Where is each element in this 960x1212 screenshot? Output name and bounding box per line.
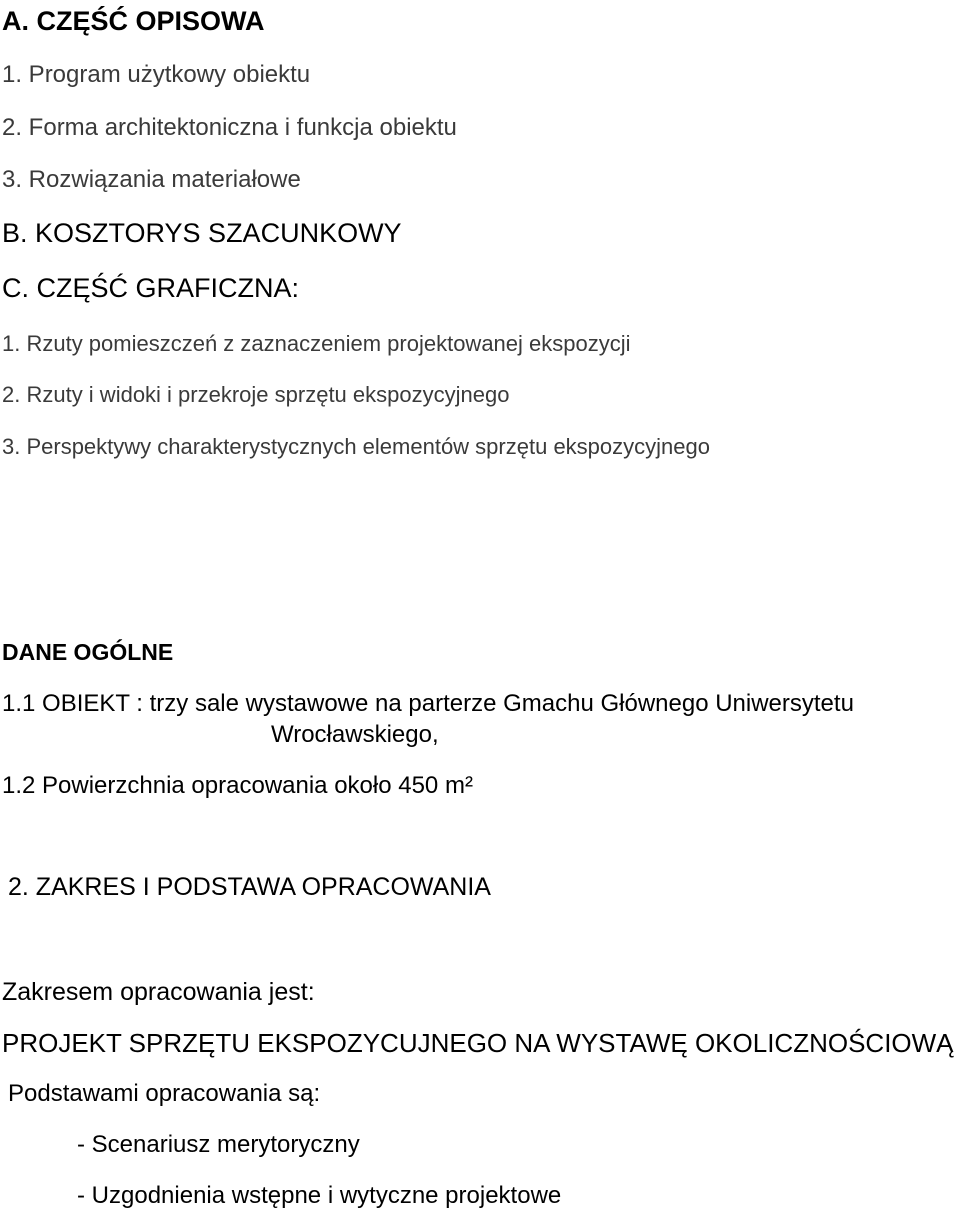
general-heading: DANE OGÓLNE bbox=[2, 639, 174, 665]
basis-item-2: - Uzgodnienia wstępne i wytyczne projektowe bbox=[77, 1182, 562, 1209]
section-c-item-3: 3. Perspektywy charakterystycznych elementów sprzętu ekspozycyjnego bbox=[2, 434, 710, 459]
section-a-item-2: 2. Forma architektoniczna i funkcja obiektu bbox=[2, 114, 457, 141]
object-description-line-1: 1.1 OBIEKT : trzy sale wystawowe na parterze Gmachu Głównego Uniwersytetu bbox=[2, 690, 854, 717]
section-a-item-1: 1. Program użytkowy obiektu bbox=[2, 61, 311, 88]
basis-item-1: - Scenariusz merytoryczny bbox=[77, 1131, 360, 1158]
scope-intro: Zakresem opracowania jest: bbox=[2, 978, 315, 1006]
section-a-item-3: 3. Rozwiązania materiałowe bbox=[2, 166, 301, 193]
area-line: 1.2 Powierzchnia opracowania około 450 m² bbox=[2, 772, 473, 799]
scope-heading: 2. ZAKRES I PODSTAWA OPRACOWANIA bbox=[8, 873, 491, 901]
section-c-item-2: 2. Rzuty i widoki i przekroje sprzętu ekspozycyjnego bbox=[2, 382, 510, 407]
basis-intro: Podstawami opracowania są: bbox=[8, 1080, 321, 1107]
section-b-heading: B. KOSZTORYS SZACUNKOWY bbox=[2, 218, 402, 248]
section-a-heading: A. CZĘŚĆ OPISOWA bbox=[2, 6, 265, 36]
project-title: PROJEKT SPRZĘTU EKSPOZYCUJNEGO NA WYSTAWĘ OKOLICZNOŚCIOWĄ bbox=[2, 1028, 954, 1058]
section-c-item-1: 1. Rzuty pomieszczeń z zaznaczeniem projektowanej ekspozycji bbox=[2, 331, 631, 356]
section-c-heading: C. CZĘŚĆ GRAFICZNA: bbox=[2, 273, 300, 303]
object-description-line-2: Wrocławskiego, bbox=[271, 721, 439, 748]
